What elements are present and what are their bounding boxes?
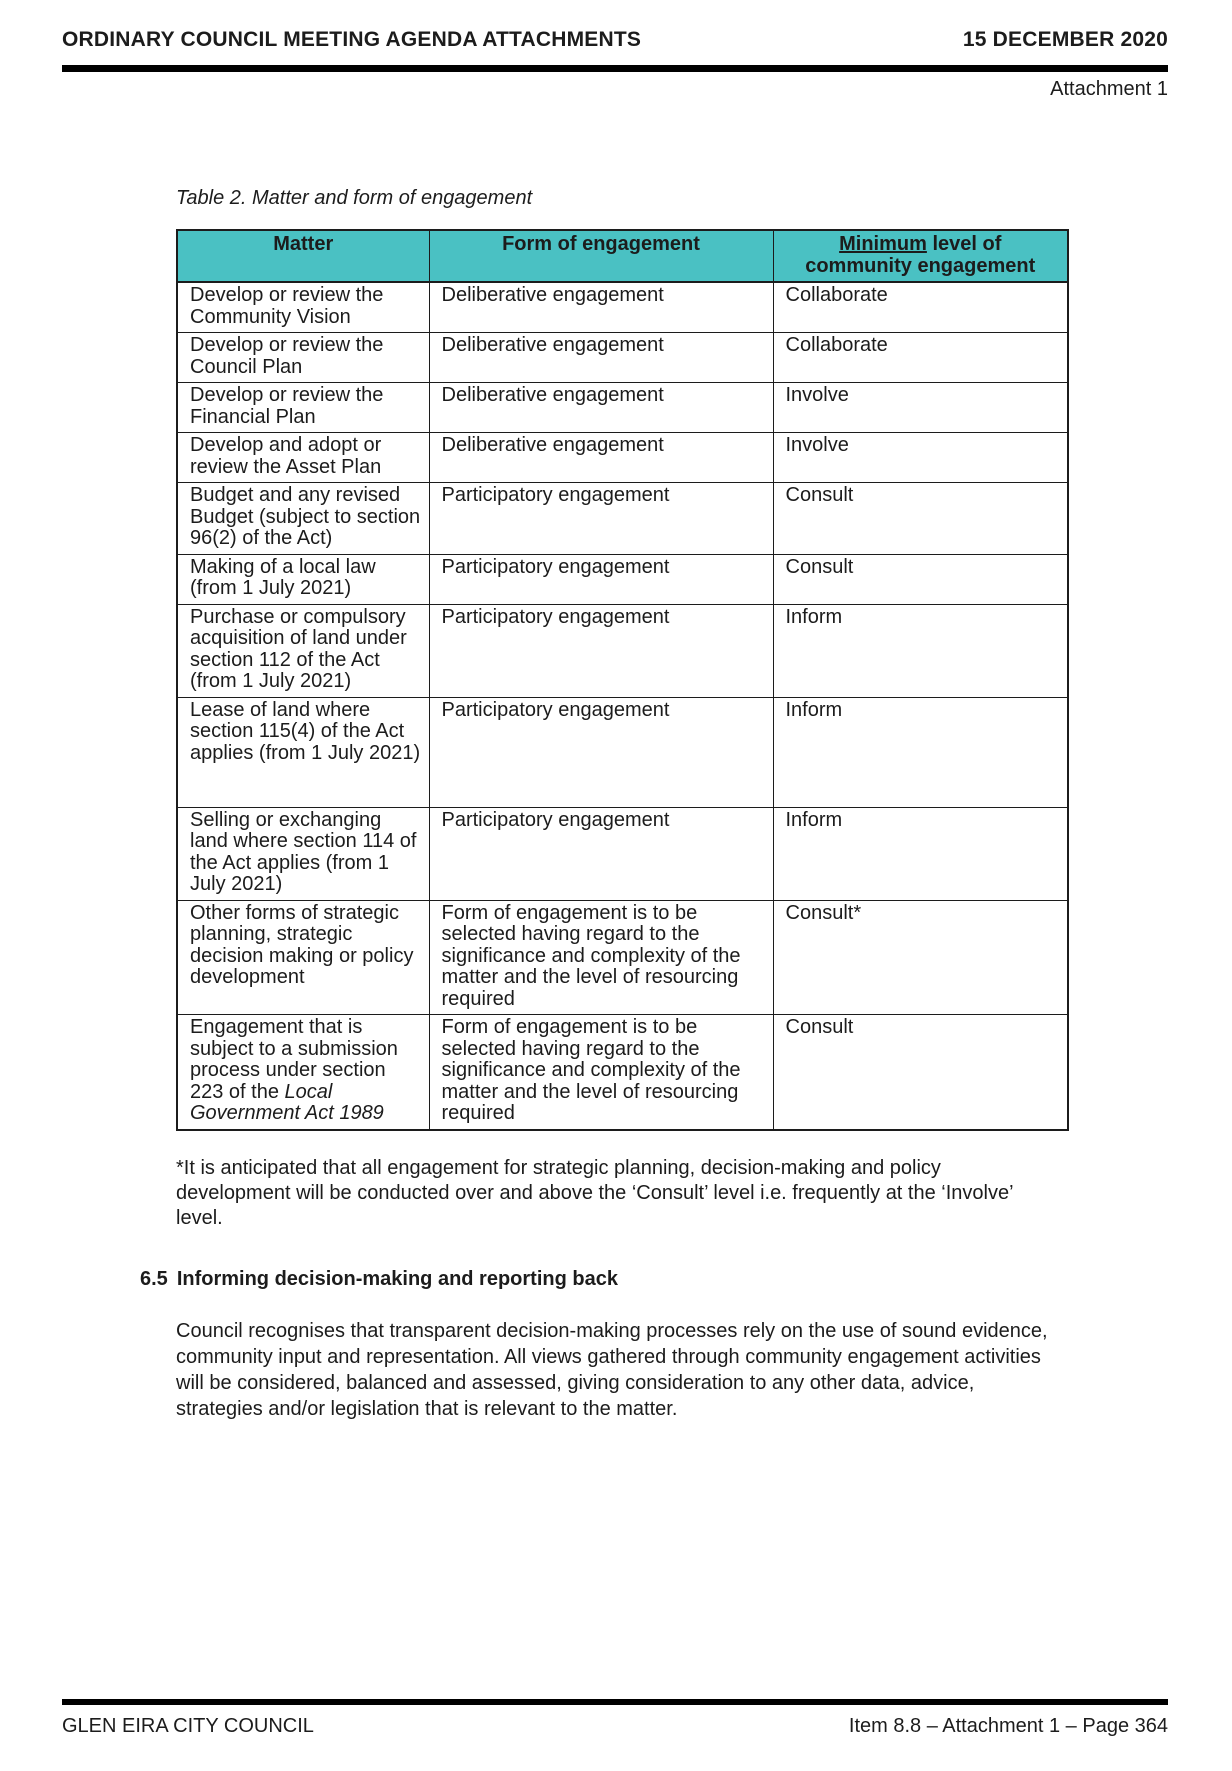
table-caption: Table 2. Matter and form of engagement xyxy=(176,187,533,209)
table-row xyxy=(177,1015,1068,1130)
table-row xyxy=(177,383,1068,433)
cell-level xyxy=(773,900,1068,1015)
text-segment: Consult xyxy=(785,1016,854,1038)
cell-level xyxy=(773,807,1068,900)
page-header xyxy=(62,28,1168,52)
text-segment: Participatory engagement xyxy=(441,555,670,578)
cell-form xyxy=(429,282,773,333)
table-body xyxy=(177,282,1068,1130)
cell-level xyxy=(773,554,1068,604)
cell-matter xyxy=(177,807,429,900)
cell-level xyxy=(773,604,1068,697)
cell-matter xyxy=(177,483,429,555)
footer-page-ref: Item 8.8 – Attachment 1 – Page 364 xyxy=(848,1715,1168,1737)
attachment-label: Attachment 1 xyxy=(1050,78,1168,100)
cell-form xyxy=(429,604,773,697)
footer-rule xyxy=(62,1699,1168,1705)
text-segment: Form of engagement is to be selected having regard to the significance and complexity of the matter and the level of resourcing required xyxy=(441,901,741,1010)
text-segment: Budget and any revised Budget (subject to section 96(2) of the Act) xyxy=(190,484,421,549)
cell-form xyxy=(429,433,773,483)
cell-level xyxy=(773,1015,1068,1130)
text-segment: Minimum xyxy=(839,233,927,255)
section-title: Informing decision-making and reporting back xyxy=(176,1267,618,1290)
text-segment: Selling or exchanging land where section 114 of the Act applies (from 1 July 2021) xyxy=(190,808,417,895)
cell-matter xyxy=(177,697,429,807)
cell-form xyxy=(429,1015,773,1130)
text-segment: Develop or review the Council Plan xyxy=(190,334,384,378)
text-segment: Develop or review the Financial Plan xyxy=(190,384,384,428)
text-segment: Consult xyxy=(785,484,854,506)
text-segment: Local Government Act 1989 xyxy=(190,1080,384,1124)
table-row xyxy=(177,433,1068,483)
cell-matter xyxy=(177,282,429,333)
engagement-table xyxy=(176,229,1069,1131)
text-segment: Involve xyxy=(785,434,849,456)
cell-form xyxy=(429,807,773,900)
text-segment: Deliberative engagement xyxy=(441,384,664,406)
cell-matter xyxy=(177,604,429,697)
cell-level xyxy=(773,383,1068,433)
text-segment: Lease of land where section 115(4) of the Act applies (from 1 July 2021) xyxy=(190,698,421,764)
text-segment: Inform xyxy=(785,808,843,831)
cell-form xyxy=(429,483,773,555)
column-header-text xyxy=(273,233,333,255)
footer-council-name: GLEN EIRA CITY COUNCIL xyxy=(62,1715,314,1737)
text-segment: Involve xyxy=(785,384,849,406)
cell-form xyxy=(429,383,773,433)
cell-matter xyxy=(177,554,429,604)
text-segment: Form of engagement xyxy=(502,233,700,255)
column-header xyxy=(773,230,1068,282)
table-header-row xyxy=(177,230,1068,282)
section-heading xyxy=(140,1268,1232,1291)
column-header-text xyxy=(502,233,700,255)
cell-matter xyxy=(177,433,429,483)
table-row xyxy=(177,900,1068,1015)
cell-matter xyxy=(177,1015,429,1130)
table-row xyxy=(177,807,1068,900)
cell-matter xyxy=(177,333,429,383)
text-segment: Participatory engagement xyxy=(441,808,670,831)
cell-level xyxy=(773,433,1068,483)
cell-level xyxy=(773,282,1068,333)
text-segment: Deliberative engagement xyxy=(441,434,664,456)
table-row xyxy=(177,483,1068,555)
cell-level xyxy=(773,697,1068,807)
cell-form xyxy=(429,900,773,1015)
text-segment: Collaborate xyxy=(785,284,888,306)
text-segment: Develop or review the Community Vision xyxy=(190,284,384,328)
text-segment: Consult* xyxy=(785,901,862,924)
table-row xyxy=(177,282,1068,333)
cell-level xyxy=(773,483,1068,555)
text-segment: Participatory engagement xyxy=(441,605,670,628)
text-segment: Collaborate xyxy=(785,334,888,356)
body-paragraph: Council recognises that transparent decision-making processes rely on the use of sound evidence, community input and representation. All views gathered through community engagement activities will be considered, balanced and assessed, giving consideration to any other data, advice, strategies and/or legislation that is relevant to the matter. xyxy=(176,1319,1048,1420)
cell-matter xyxy=(177,383,429,433)
text-segment: Engagement that is subject to a submission process under section 223 of the xyxy=(190,1016,398,1103)
text-segment: Form of engagement is to be selected having regard to the significance and complexity of the matter and the level of resourcing required xyxy=(441,1016,741,1124)
table-head xyxy=(177,230,1068,282)
column-header xyxy=(429,230,773,282)
document-page xyxy=(0,28,1232,1771)
cell-form xyxy=(429,333,773,383)
column-header xyxy=(177,230,429,282)
text-segment: Develop and adopt or review the Asset Plan xyxy=(190,434,382,478)
text-segment: Consult xyxy=(785,555,854,578)
page-footer xyxy=(62,1715,1168,1738)
text-segment: Deliberative engagement xyxy=(441,334,664,356)
text-segment: level of community engagement xyxy=(805,233,1036,277)
text-segment: Purchase or compulsory acquisition of land under section 112 of the Act (from 1 July 2021) xyxy=(190,605,407,692)
section-number: 6.5 xyxy=(140,1267,168,1290)
footnote: *It is anticipated that all engagement for strategic planning, decision-making and policy development will be conducted over and above the ‘Consult’ level i.e. frequently at the ‘Involve’ level. xyxy=(176,1156,1013,1229)
header-rule xyxy=(62,65,1168,72)
text-segment: Participatory engagement xyxy=(441,698,670,721)
header-date: 15 DECEMBER 2020 xyxy=(962,28,1168,51)
text-segment: Matter xyxy=(273,233,334,255)
table-row xyxy=(177,554,1068,604)
column-header-text xyxy=(795,234,1045,277)
header-title: ORDINARY COUNCIL MEETING AGENDA ATTACHMENTS xyxy=(62,28,642,51)
cell-level xyxy=(773,333,1068,383)
text-segment: Inform xyxy=(785,698,843,721)
table-row xyxy=(177,697,1068,807)
table-row xyxy=(177,333,1068,383)
text-segment: Other forms of strategic planning, strategic decision making or policy development xyxy=(190,901,414,988)
cell-form xyxy=(429,697,773,807)
text-segment: Making of a local law (from 1 July 2021) xyxy=(190,555,376,599)
text-segment: Deliberative engagement xyxy=(441,284,664,306)
text-segment: Inform xyxy=(785,605,843,628)
table-row xyxy=(177,604,1068,697)
cell-matter xyxy=(177,900,429,1015)
cell-form xyxy=(429,554,773,604)
text-segment: Participatory engagement xyxy=(441,484,670,506)
